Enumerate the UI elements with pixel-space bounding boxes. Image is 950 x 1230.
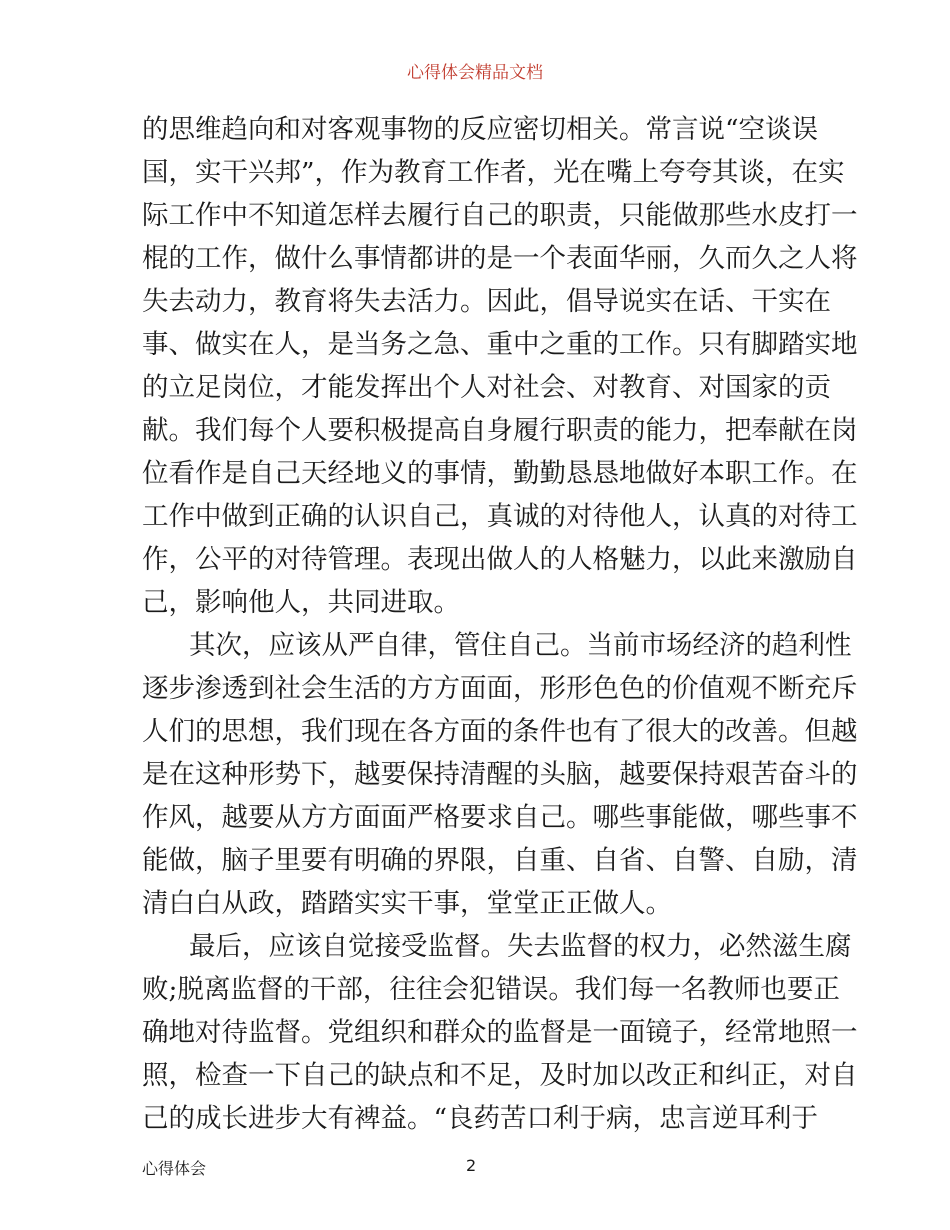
text-line: 棍的工作，做什么事情都讲的是一个表面华丽，久而久之人将: [142, 243, 858, 274]
text-line: 是在这种形势下，越要保持清醒的头脑，越要保持艰苦奋斗的: [142, 759, 858, 790]
document-header-title: 心得体会精品文档: [407, 63, 543, 83]
text-line: 失去动力，教育将失去活力。因此，倡导说实在话、干实在: [142, 286, 831, 317]
text-line: 作，公平的对待管理。表现出做人的人格魅力，以此来激励自: [142, 544, 858, 575]
text-line: 际工作中不知道怎样去履行自己的职责，只能做那些水皮打一: [142, 200, 858, 231]
text-line: 败;脱离监督的干部，往往会犯错误。我们每一名教师也要正: [142, 974, 840, 1005]
text-line: 人们的思想，我们现在各方面的条件也有了很大的改善。但越: [142, 716, 858, 747]
text-line: 确地对待监督。党组织和群众的监督是一面镜子，经常地照一: [142, 1017, 858, 1048]
text-line: 逐步渗透到社会生活的方方面面，形形色色的价值观不断充斥: [142, 673, 858, 704]
text-line: 工作中做到正确的认识自己，真诚的对待他人，认真的对待工: [142, 501, 858, 532]
text-line: 事、做实在人，是当务之急、重中之重的工作。只有脚踏实地: [142, 329, 858, 360]
text-line: 位看作是自己天经地义的事情，勤勤恳恳地做好本职工作。在: [142, 458, 858, 489]
paragraph-start-line: 最后，应该自觉接受监督。失去监督的权力，必然滋生腐: [189, 931, 852, 962]
text-line: 清白白从政，踏踏实实干事，堂堂正正做人。: [142, 888, 672, 919]
document-body: [142, 108, 858, 1140]
text-line: 作风，越要从方方面面严格要求自己。哪些事能做，哪些事不: [142, 802, 858, 833]
page-number: 2: [466, 1156, 477, 1175]
footer-label: 心得体会: [142, 1159, 207, 1178]
text-line: 能做，脑子里要有明确的界限，自重、自省、自警、自励，清: [142, 845, 858, 876]
text-line: 己，影响他人，共同进取。: [142, 587, 460, 618]
paragraph-start-line: 其次，应该从严自律，管住自己。当前市场经济的趋利性: [189, 630, 852, 661]
text-line: 照，检查一下自己的缺点和不足，及时加以改正和纠正，对自: [142, 1060, 858, 1091]
text-line: 己的成长进步大有裨益。“良药苦口利于病，忠言逆耳利于: [142, 1103, 819, 1134]
text-line: 的思维趋向和对客观事物的反应密切相关。常言说“空谈误: [142, 114, 819, 145]
text-line: 献。我们每个人要积极提高自身履行职责的能力，把奉献在岗: [142, 415, 858, 446]
text-line: 国，实干兴邦”，作为教育工作者，光在嘴上夸夸其谈，在实: [142, 157, 845, 188]
text-line: 的立足岗位，才能发挥出个人对社会、对教育、对国家的贡: [142, 372, 831, 403]
